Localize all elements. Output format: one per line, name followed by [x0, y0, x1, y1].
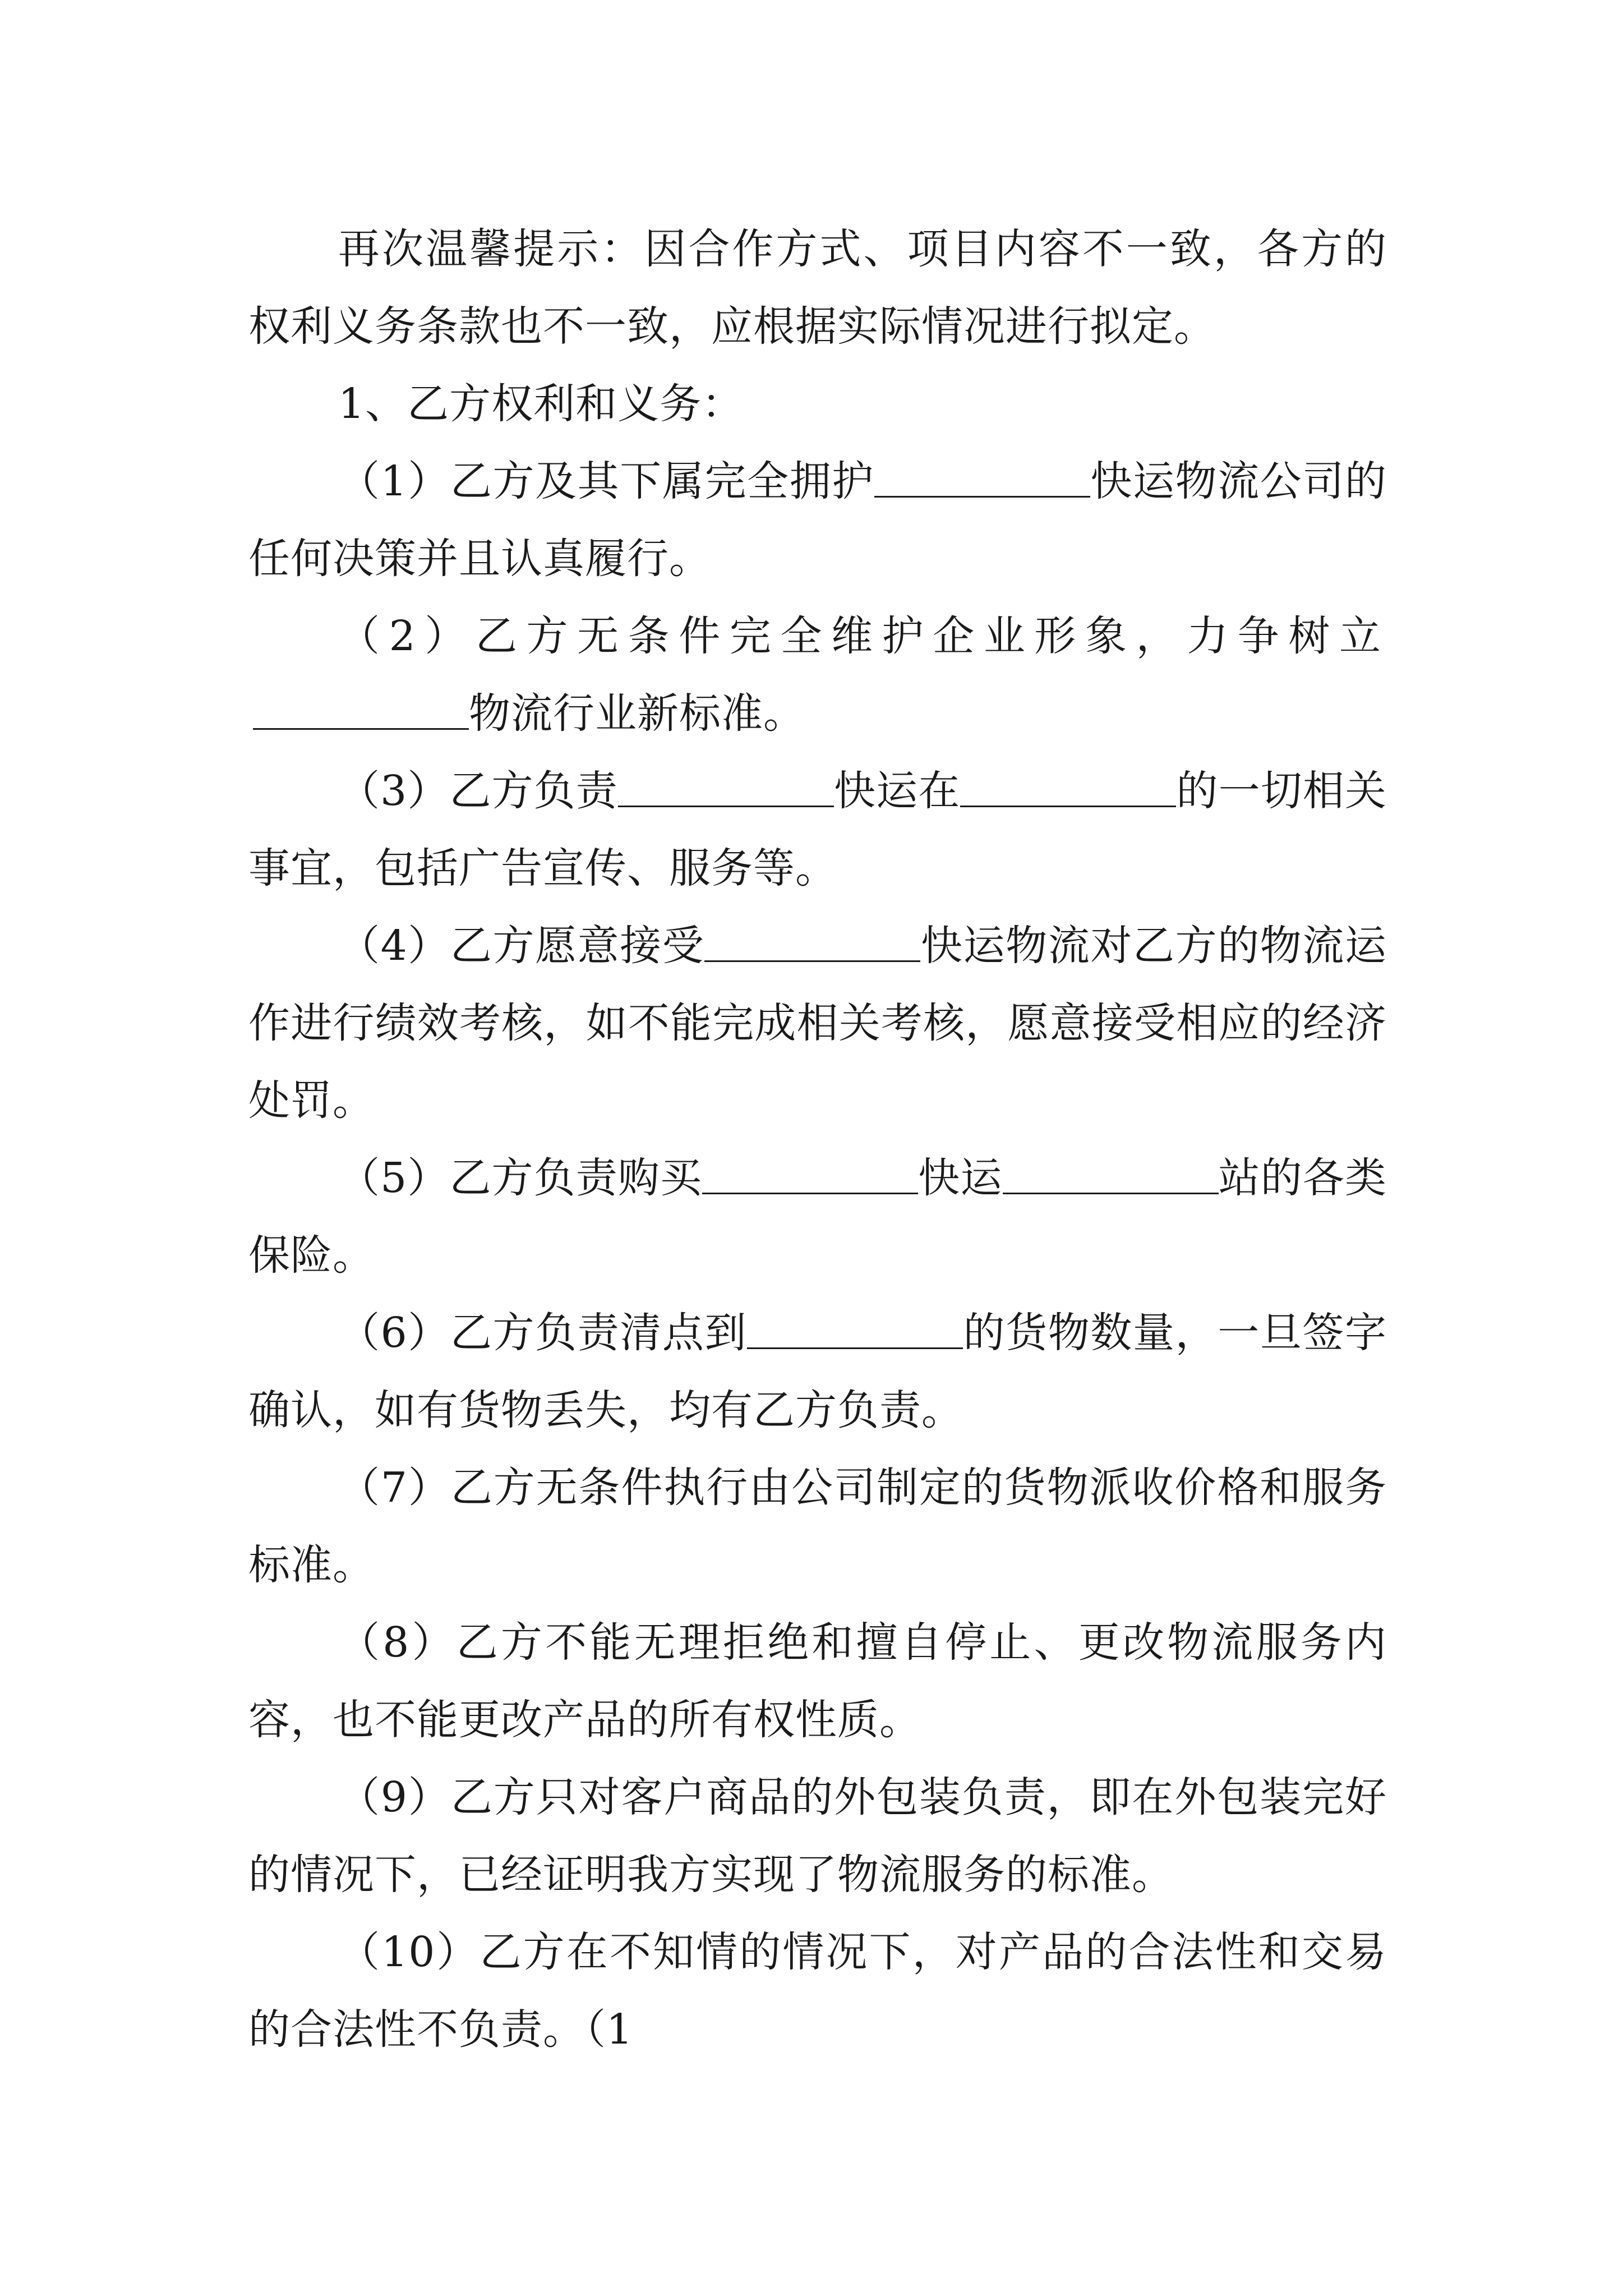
clause-text: （8）乙方不能无理拒绝和擅自停止、更改物流服务内容，也不能更改产品的所有权性质。	[248, 1618, 1387, 1744]
clause-text: （10）乙方在不知情的情况下，对产品的合法性和交易的合法性不负责。（1	[248, 1928, 1387, 2054]
paragraph-text: 再次温馨提示：因合作方式、项目内容不一致，各方的权利义务条款也不一致，应根据实际情况进行拟定。	[248, 225, 1387, 351]
fill-in-blank[interactable]	[960, 766, 1176, 807]
clause-item-2	[248, 597, 1387, 752]
fill-in-blank[interactable]	[874, 457, 1090, 498]
clause-text: 快运物流对乙方的物流运作进行绩效考核，如不能完成相关考核，愿意接受相应的经济处罚。	[248, 922, 1387, 1125]
fill-in-blank[interactable]	[1003, 1153, 1219, 1194]
clause-text: （4）乙方愿意接受	[338, 922, 705, 970]
clause-item-9	[248, 1759, 1387, 1913]
clause-item-4	[248, 907, 1387, 1139]
fill-in-blank[interactable]	[704, 921, 920, 962]
clause-item-5	[248, 1139, 1387, 1294]
clause-text: （5）乙方负责购买	[338, 1154, 703, 1202]
clause-item-10	[248, 1913, 1387, 2068]
clause-text: （2）乙方无条件完全维护企业形象，力争树立	[338, 612, 1387, 660]
fill-in-blank[interactable]	[702, 1153, 918, 1194]
paragraph-reminder	[248, 210, 1387, 365]
clause-text: 的货物数量，一旦签字确认，如有货物丢失，均有乙方负责。	[248, 1309, 1387, 1434]
heading-text: 1、乙方权利和义务：	[338, 380, 744, 428]
fill-in-blank[interactable]	[253, 689, 469, 730]
clause-item-3	[248, 752, 1387, 907]
clause-text: （7）乙方无条件执行由公司制定的货物派收价格和服务标准。	[248, 1464, 1387, 1589]
clause-item-6	[248, 1294, 1387, 1449]
clause-text: 物流行业新标准。	[469, 689, 805, 738]
clause-item-1	[248, 443, 1387, 597]
clause-item-7	[248, 1449, 1387, 1604]
section-heading-1	[248, 365, 1387, 443]
clause-text: 快运物流公司的任何决策并且认真履行。	[248, 457, 1387, 583]
clause-text: 快运在	[833, 767, 961, 815]
document-body	[248, 210, 1387, 2068]
clause-text: 快运	[918, 1154, 1003, 1202]
clause-text: （1）乙方及其下属完全拥护	[338, 457, 874, 505]
clause-text: （6）乙方负责清点到	[338, 1309, 748, 1357]
fill-in-blank[interactable]	[747, 1308, 963, 1349]
clause-item-8	[248, 1604, 1387, 1759]
clause-text: （3）乙方负责	[338, 767, 618, 815]
clause-text: 站的各类保险。	[248, 1154, 1387, 1280]
clause-text: 的一切相关事宜，包括广告宣传、服务等。	[248, 767, 1387, 892]
fill-in-blank[interactable]	[618, 766, 834, 807]
clause-text: （9）乙方只对客户商品的外包装负责，即在外包装完好的情况下，已经证明我方实现了物流服务的标准。	[248, 1773, 1387, 1899]
